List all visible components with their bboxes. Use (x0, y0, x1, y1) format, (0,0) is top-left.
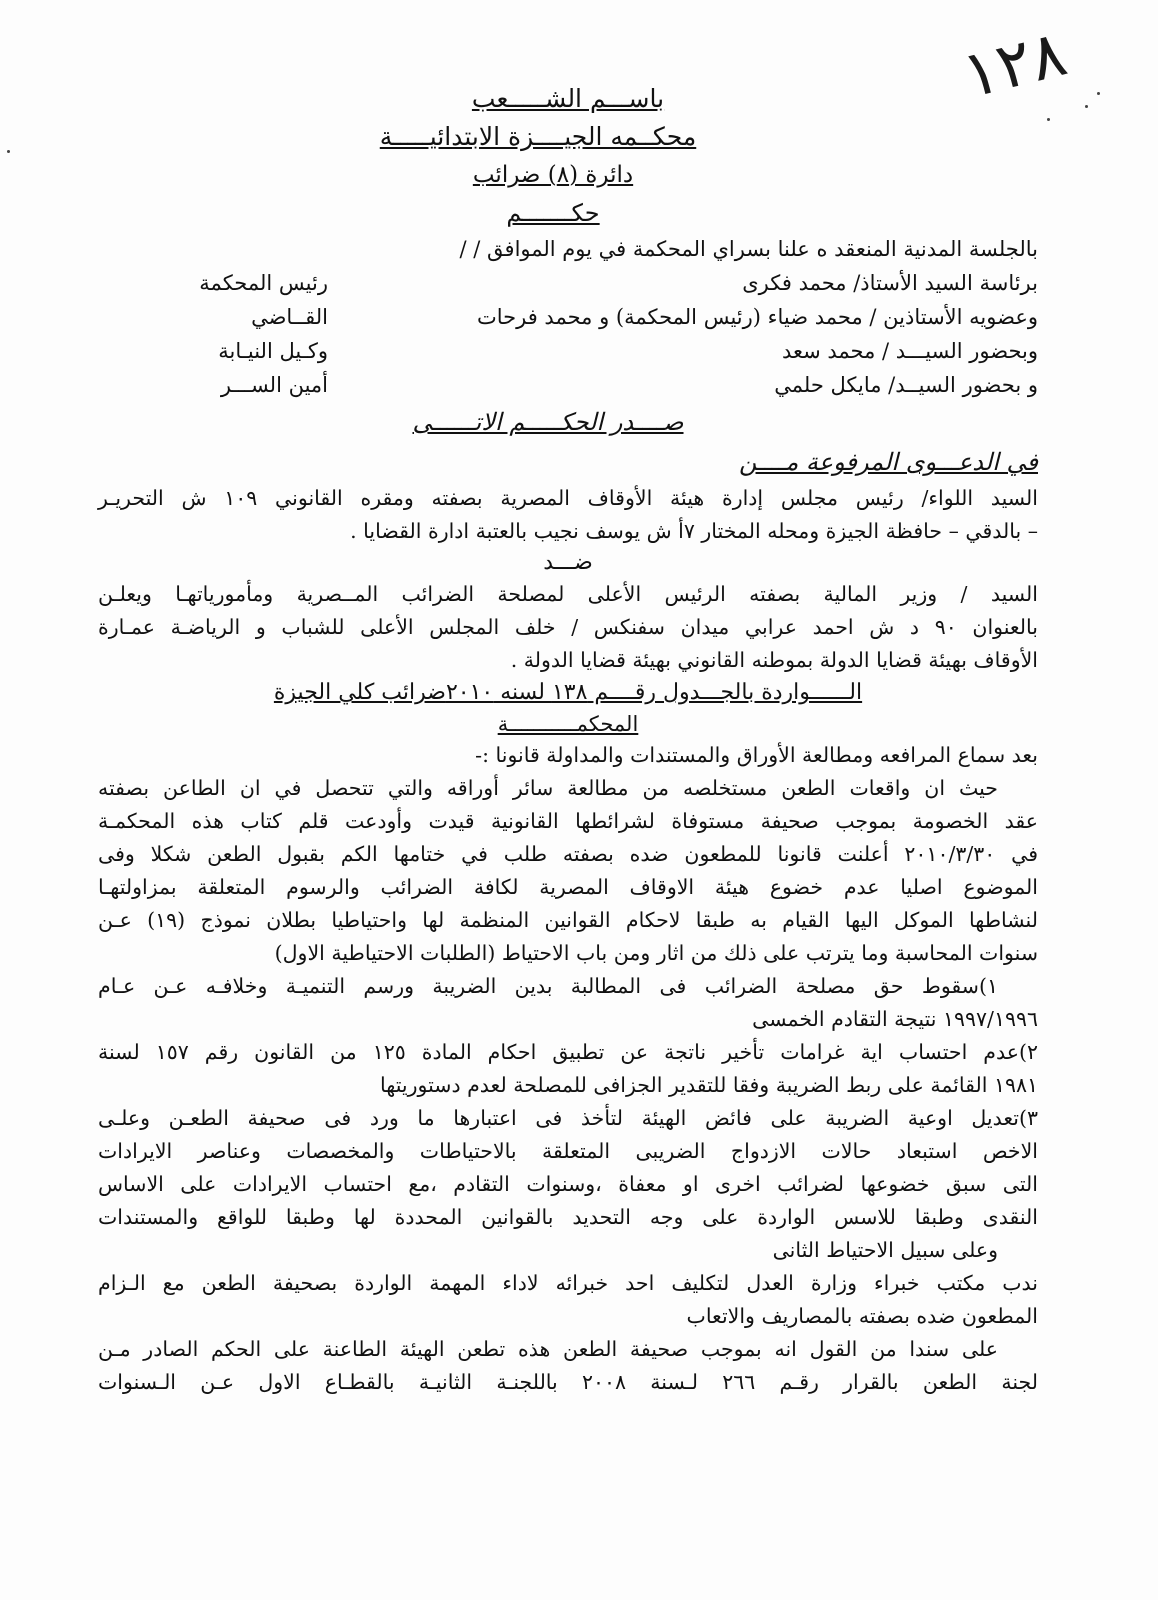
session-text: بالجلسة المدنية المنعقد ه علنا بسراي المحكمة في يوم الموافق / / (459, 237, 1038, 261)
court-heading: المحكمـــــــــــة (497, 712, 639, 736)
item-2-line-2: ١٩٨١ القائمة على ربط الضريبة وفقا للتقدير الجزافى للمصلحة لعدم دستوريتها (380, 1073, 1038, 1097)
facts-line-3: في ٢٠١٠/٣/٣٠ أعلنت قانونا للمطعون ضده بصفته طلب في ختامها الكم بقبول الطعن شكلا وفى (98, 842, 1038, 866)
issued-heading: صــــدر الحكـــــم الاتــــــى (412, 408, 684, 436)
scan-speck (7, 150, 10, 153)
after-hearing: بعد سماع المرافعه ومطالعة الأوراق والمستندات والمداولة قانونا :- (475, 743, 1038, 767)
header-judgment: حكـــــــم (506, 199, 600, 227)
facts-line-1: حيث ان واقعات الطعن مستخلصه من مطالعة سائر أوراقه والتي تتحصل في ان الطاعن بصفته (98, 776, 998, 800)
secretary-role: أمين الســـر (220, 373, 328, 397)
facts-line-5: لنشاطها الموكل اليها القيام به طبقا لاحكام القوانين المنظمة لها واحتياطيا بطلان نموذج (١٩) عـن (98, 908, 1038, 932)
president-name: برئاسة السيد الأستاذ/ محمد فكرى (742, 271, 1038, 295)
header-court: محكــمه الجيــــزة الابتدائيـــــة (379, 122, 697, 151)
defendant-line-2: بالعنوان ٩٠ د ش احمد عرابي ميدان سفنكس / خلف المجلس الأعلى للشباب و الرياضـة عمـارة (98, 615, 1038, 639)
item-1-line-2: ١٩٩٧/١٩٩٦ نتيجة التقادم الخمسى (752, 1007, 1038, 1031)
basis-line-1: على سندا من القول انه بموجب صحيفة الطعن هذه تطعن الهيئة الطاعنة على الحكم الصادر مـن (98, 1337, 998, 1361)
item-3-line-5: وعلى سبيل الاحتياط الثانى (772, 1238, 998, 1262)
defendant-line-1: السيد / وزير المالية بصفته الرئيس الأعلى لمصلحة الضرائب المــصرية ومأمورياتهـا ويعلـن (98, 582, 1038, 606)
item-3-line-1: ٣)تعديل اوعية الضريبة على فائض الهيئة لتأخذ فى اعتبارها ما ورد فى صحيفة الطعـن وعلـى (98, 1106, 1038, 1130)
case-table-line: الــــــواردة بالجـــدول رقــــم ١٣٨ لسنه ٢٠١٠ضرائب كلي الجيزة (273, 680, 863, 705)
secretary-name: و بحضور السيــد/ مايكل حلمي (774, 373, 1038, 397)
item-3-line-3: التى سبق خضوعها لضرائب اخرى او معفاة ،وسنوات التقادم ،مع احتساب الايرادات على الاساس (98, 1172, 1038, 1196)
header-people: باســـم الشـــــعب (471, 84, 665, 113)
header-block (98, 80, 1038, 232)
defendant-line-3: الأوقاف بهيئة قضايا الدولة بموطنه القانوني بهيئة قضايا الدولة . (510, 648, 1038, 672)
facts-line-6: سنوات المحاسبة وما يترتب على ذلك من اثار ومن باب الاحتياط (الطلبات الاحتياطية الاول) (274, 941, 1038, 965)
item-2-line-1: ٢)عدم احتساب اية غرامات تأخير ناتجة عن تطبيق احكام المادة ١٢٥ من القانون رقم ١٥٧ لسنة (98, 1040, 1038, 1064)
basis-line-2: لجنة الطعن بالقرار رقـم ٢٦٦ لـسنة ٢٠٠٨ باللجنـة الثانيـة بالقطـاع الاول عـن الـسنوات (98, 1370, 1039, 1394)
facts-line-2: عقد الخصومة بموجب صحيفة مستوفاة لشرائطها القانونية قيدت وأودعت قلم كتاب هذه المحكمـة (98, 809, 1038, 833)
item-3-line-2: الاخص استبعاد حالات الازدواج الضريبى المتعلقة بالاحتياطات والمخصصات وعناصر الايرادات (98, 1139, 1038, 1163)
members-row (98, 300, 1038, 334)
item-1-line-1: ١)سقوط حق مصلحة الضرائب فى المطالبة بدين الضريبة ورسم التنميـة وخلافـه عـن عـام (98, 974, 998, 998)
scan-speck (1085, 105, 1088, 108)
scan-speck (1097, 92, 1100, 95)
prosecutor-row (98, 334, 1038, 368)
page-number-stamp: ١٢٨ (955, 16, 1074, 114)
prosecutor-name: وبحضور السيـــد / محمد سعد (781, 339, 1038, 363)
item-3-line-4: النقدى وطبقا للاسس الواردة على وجه التحديد بالقوانين المحددة لها وطبقا للواقع والمستندات (98, 1205, 1038, 1229)
judgment-body (98, 80, 1038, 1399)
second-reserve-line-2: المطعون ضده بصفته بالمصاريف والاتعاب (686, 1304, 1038, 1328)
second-reserve-line-1: ندب مكتب خبراء وزارة العدل لتكليف احد خبرائه لاداء المهمة الواردة بصحيفة الطعن مع الـزام (98, 1271, 1038, 1295)
header-circuit: دائرة (٨) ضرائب (472, 162, 634, 188)
secretary-row (98, 368, 1038, 402)
filed-by-heading: في الدعـــوى المرفوعة مــــن (739, 448, 1038, 476)
president-row (98, 266, 1038, 300)
plaintiff-line-1: السيد اللواء/ رئيس مجلس إدارة هيئة الأوقاف المصرية بصفته ومقره القانوني ١٠٩ ش التحريـر (98, 486, 1038, 510)
plaintiff-line-2: – بالدقي – حافظة الجيزة ومحله المختار ٧أ ش يوسف نجيب بالعتبة ادارة القضايا . (350, 519, 1038, 543)
facts-line-4: الموضوع اصليا عدم خضوع هيئة الاوقاف المصرية لكافة الضرائب والرسوم المتعلقة بمزاولتهـا (98, 875, 1038, 899)
scan-speck (1047, 118, 1050, 121)
president-role: رئيس المحكمة (199, 271, 328, 295)
members-role: القــاضي (251, 305, 328, 329)
against-heading: ضـــد (543, 550, 593, 575)
prosecutor-role: وكـيل النيـابة (218, 339, 328, 363)
members-names: وعضويه الأستاذين / محمد ضياء (رئيس المحكمة) و محمد فرحات (476, 305, 1038, 329)
session-line (98, 232, 1038, 266)
